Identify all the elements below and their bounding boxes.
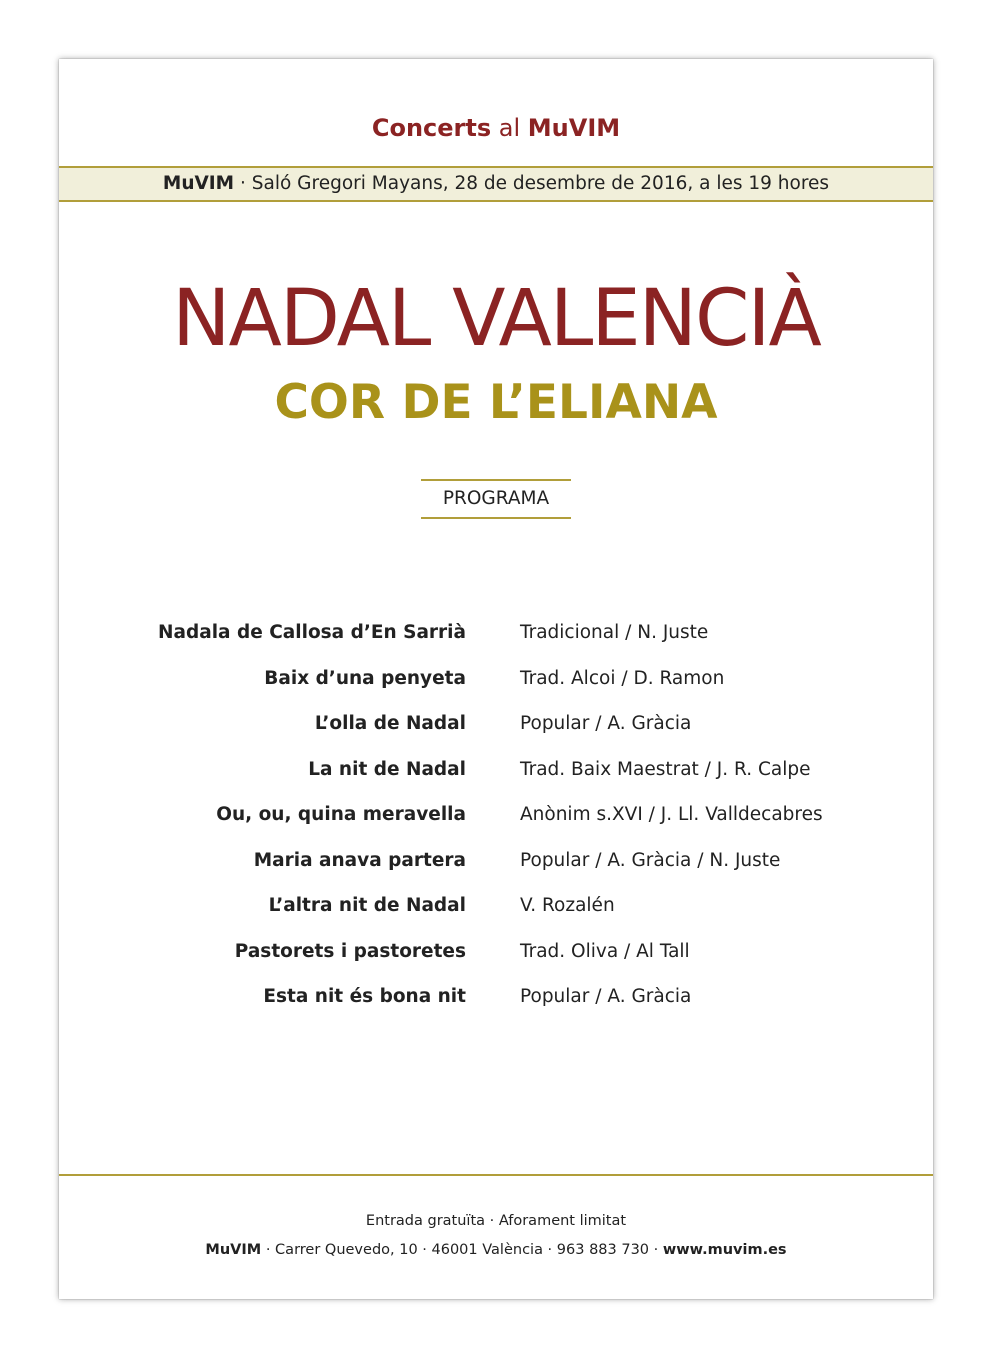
footer: [59, 1207, 933, 1265]
website-link[interactable]: www.muvim.es: [662, 1242, 787, 1258]
piece-composer: Popular / A. Gràcia / N. Juste: [520, 849, 781, 871]
footer-org: MuVIM: [205, 1242, 262, 1258]
program-row: [59, 622, 933, 668]
piece-title: Pastorets i pastoretes: [234, 940, 466, 962]
series-word-al: al: [498, 114, 521, 142]
piece-title: L’olla de Nadal: [314, 713, 466, 734]
event-details: · Saló Gregori Mayans, 28 de desembre de 2016, a les 19 hores: [234, 173, 830, 194]
contact-line: [59, 1236, 933, 1265]
piece-title: Baix d’una penyeta: [264, 667, 466, 689]
admission-note: Entrada gratuïta · Aforament limitat: [365, 1213, 627, 1229]
piece-title: La nit de Nadal: [308, 758, 466, 780]
piece-composer: V. Rozalén: [520, 895, 615, 916]
piece-title: Ou, ou, quina meravella: [216, 804, 466, 825]
piece-composer: Trad. Oliva / Al Tall: [520, 940, 690, 962]
program-row: [59, 986, 933, 1032]
piece-composer: Anònim s.XVI / J. Ll. Valldecabres: [520, 804, 823, 825]
program-list: [59, 622, 933, 1032]
poster-sheet: [59, 59, 933, 1299]
piece-title: Nadala de Callosa d’En Sarrià: [158, 622, 466, 643]
program-row: [59, 668, 933, 714]
piece-composer: Popular / A. Gràcia: [520, 986, 692, 1007]
series-title: [59, 114, 933, 142]
program-row: [59, 804, 933, 850]
program-row: [59, 850, 933, 896]
piece-composer: Popular / A. Gràcia: [520, 713, 692, 734]
program-row: [59, 895, 933, 941]
program-row: [59, 941, 933, 987]
venue-name: MuVIM: [162, 173, 235, 194]
footer-address: · Carrer Quevedo, 10 · 46001 València · 963 883 730 ·: [261, 1242, 663, 1258]
piece-title: Esta nit és bona nit: [263, 986, 466, 1007]
performer-name: COR DE L’ELIANA: [274, 375, 718, 430]
programa-heading: PROGRAMA: [421, 479, 571, 519]
series-word-concerts: Concerts: [371, 114, 492, 142]
piece-composer: Trad. Alcoi / D. Ramon: [520, 667, 725, 689]
piece-title: Maria anava partera: [253, 849, 466, 871]
series-word-muvim: MuVIM: [527, 114, 621, 142]
program-row: [59, 713, 933, 759]
piece-composer: Tradicional / N. Juste: [520, 622, 709, 643]
program-row: [59, 759, 933, 805]
piece-composer: Trad. Baix Maestrat / J. R. Calpe: [520, 758, 811, 780]
footer-divider: [59, 1174, 933, 1176]
concert-title: NADAL VALENCIÀ: [172, 274, 820, 364]
piece-title: L’altra nit de Nadal: [268, 895, 466, 916]
event-info-bar: [59, 166, 933, 202]
